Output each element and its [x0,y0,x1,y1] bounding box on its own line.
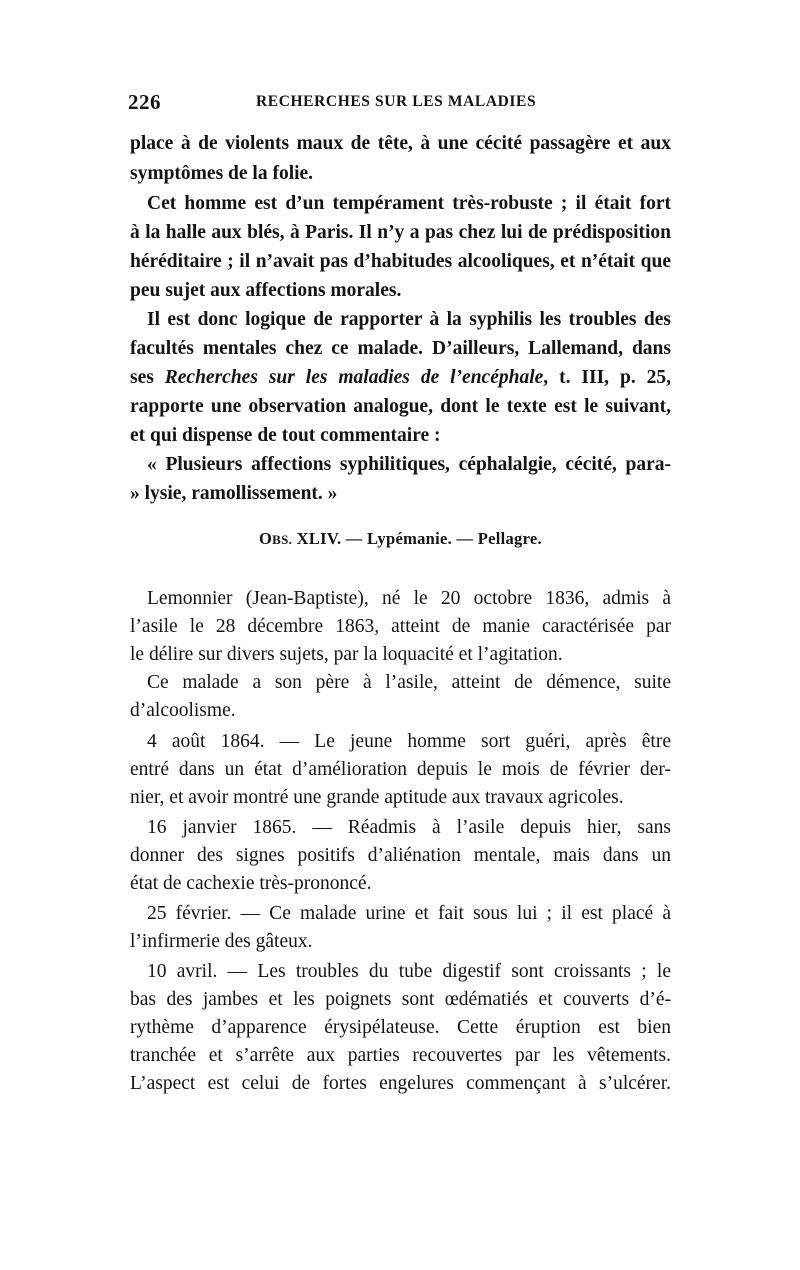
text-line: 10 avril. — Les troubles du tube digestif sont croissants ; le [147,961,671,982]
quote-line: » lysie, ramollissement. » [130,483,338,504]
text-line: bas des jambes et les poignets sont œdématiés et couverts d’é- [130,989,671,1010]
page-number: 226 [128,90,161,114]
text-line: l’infirmerie des gâteux. [130,931,313,952]
text-line: et qui dispense de tout commentaire : [130,425,441,446]
text-line: 16 janvier 1865. — Réadmis à l’asile depuis hier, sans [147,817,671,838]
text-line: tranchée et s’arrête aux parties recouvertes par les vêtements. [130,1045,671,1066]
text-line: Il est donc logique de rapporter à la syphilis les troubles des [147,309,671,330]
running-title: RECHERCHES SUR LES MALADIES [256,93,537,110]
cited-work-title: Recherches sur les maladies de l’encéphale [164,367,544,388]
text-line: Lemonnier (Jean-Baptiste), né le 20 octobre 1836, admis à [147,588,671,609]
obs-prefix-smallcaps: BS. [272,532,293,547]
running-head [128,90,676,120]
text-line: peu sujet aux affections morales. [130,280,402,301]
text-line: donner des signes positifs d’aliénation mentale, mais dans un [130,845,671,866]
obs-title: XLIV. — Lypémanie. — Pellagre. [292,529,542,548]
text-line: héréditaire ; il n’avait pas d’habitudes alcooliques, et n’était que [130,251,671,272]
observation-heading [130,529,671,549]
text-line: entré dans un état d’amélioration depuis le mois de février der- [130,759,671,780]
text-line: nier, et avoir montré une grande aptitude aux travaux agricoles. [130,787,624,808]
text-line: rythème d’apparence érysipélateuse. Cette éruption est bien [130,1017,671,1038]
text-line: rapporte une observation analogue, dont le texte est le suivant, [130,396,671,417]
text-line: facultés mentales chez ce malade. D’ailleurs, Lallemand, dans [130,338,671,359]
citation-after: , t. III, p. 25, [543,367,671,388]
text-line: Ce malade a son père à l’asile, atteint de démence, suite [147,672,671,693]
text-line: le délire sur divers sujets, par la loquacité et l’agitation. [130,644,563,665]
text-line: à la halle aux blés, à Paris. Il n’y a pas chez lui de prédisposition [130,222,671,243]
text-line: 25 février. — Ce malade urine et fait sous lui ; il est placé à [147,903,671,924]
quote-line: « Plusieurs affections syphilitiques, céphalalgie, cécité, para- [147,454,671,475]
text-line: l’asile le 28 décembre 1863, atteint de manie caractérisée par [130,616,671,637]
text-line: 4 août 1864. — Le jeune homme sort guéri, après être [147,731,671,752]
obs-prefix-initial: O [259,529,273,548]
text-line: Cet homme est d’un tempérament très-robuste ; il était fort [147,193,671,214]
citation-before: ses [130,367,165,388]
text-line: d’alcoolisme. [130,700,236,721]
text-line: symptômes de la folie. [130,163,314,184]
text-line: L’aspect est celui de fortes engelures commençant à s’ulcérer. [130,1073,671,1094]
citation-line [130,363,671,393]
text-line: état de cachexie très-prononcé. [130,873,372,894]
text-line: place à de violents maux de tête, à une cécité passagère et aux [130,133,671,154]
